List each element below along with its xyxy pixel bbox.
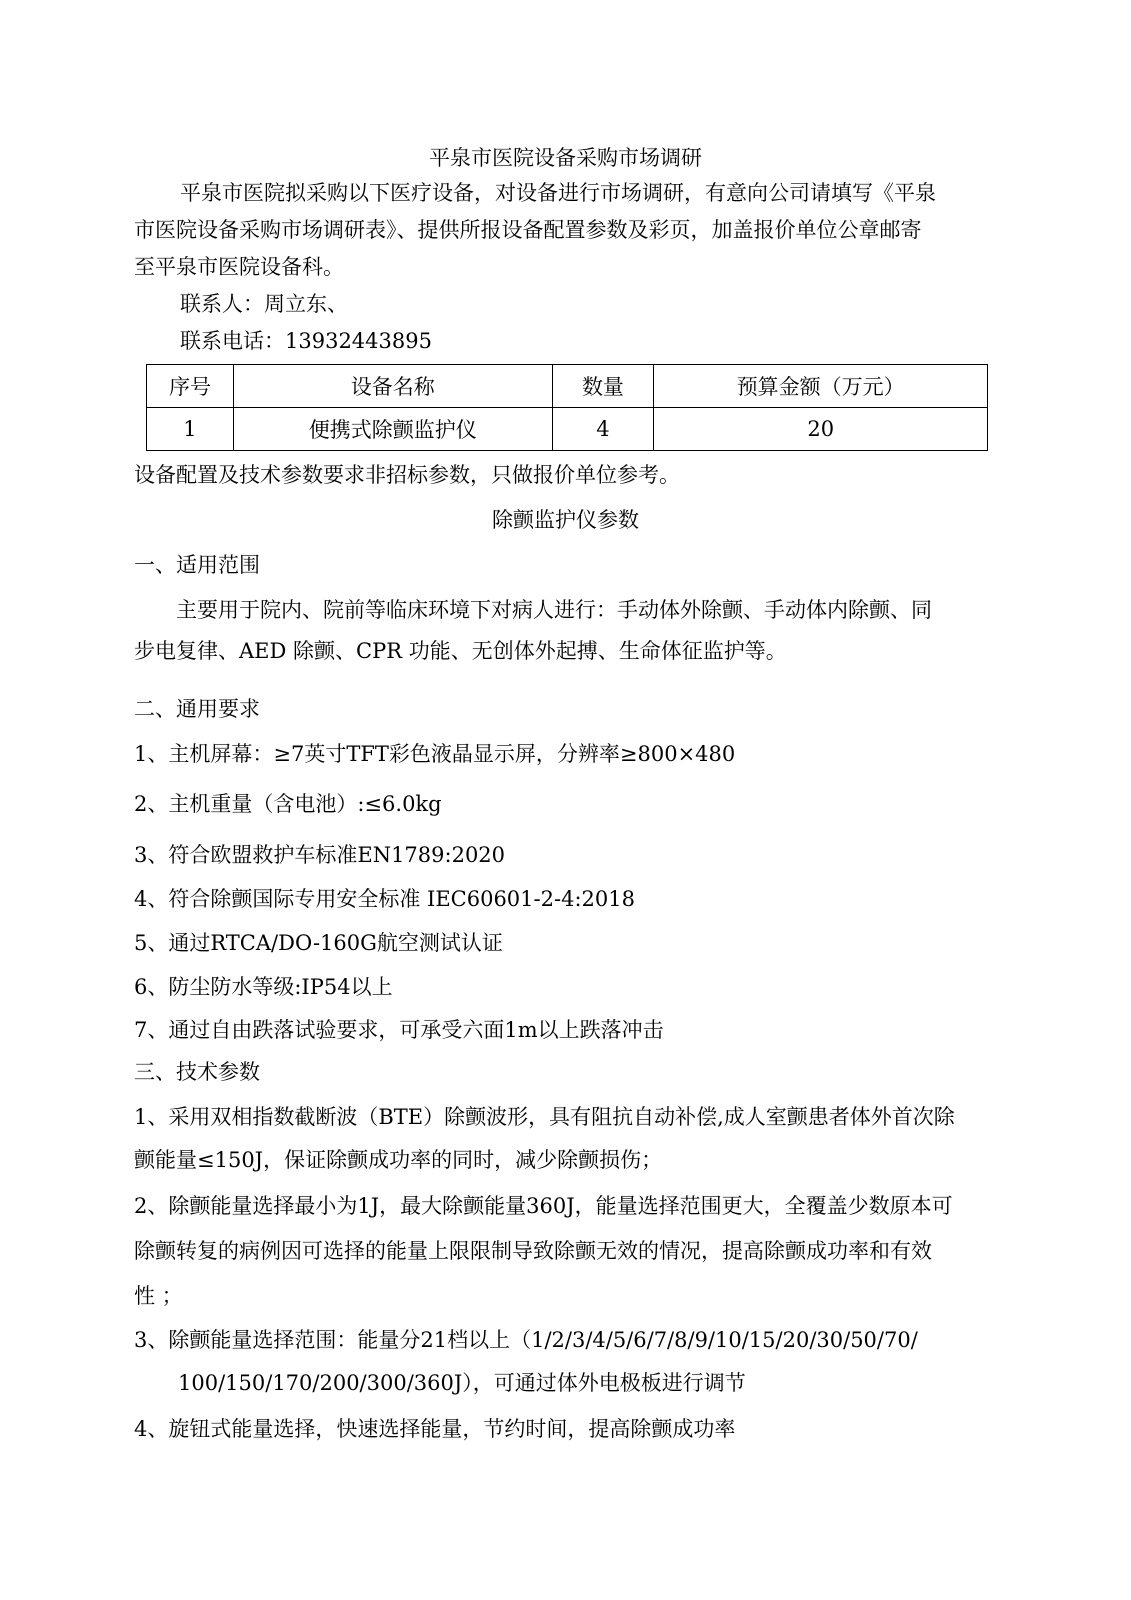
contact-person: 联系人：周立东、 xyxy=(180,292,348,316)
tech-param-line: 3、除颤能量选择范围：能量分21档以上（1/2/3/4/5/6/7/8/9/10/15/20/30/50/70/ xyxy=(134,1328,918,1352)
intro-line-3: 至平泉市医院设备科。 xyxy=(134,255,344,279)
tech-param-line: 2、除颤能量选择最小为1J，最大除颤能量360J，能量选择范围更大，全覆盖少数原本可 xyxy=(134,1194,953,1218)
tech-param-line: 除颤转复的病例因可选择的能量上限限制导致除颤无效的情况，提高除颤成功率和有效 xyxy=(134,1239,932,1263)
requirement-item: 1、主机屏幕：≥7英寸TFT彩色液晶显示屏，分辨率≥800×480 xyxy=(134,742,736,766)
table-cell: 1 xyxy=(147,408,234,451)
requirement-item: 2、主机重量（含电池）:≤6.0kg xyxy=(134,792,442,816)
requirement-item: 7、通过自由跌落试验要求，可承受六面1m以上跌落冲击 xyxy=(134,1018,664,1042)
requirement-item: 4、符合除颤国际专用安全标准 IEC60601-2-4:2018 xyxy=(134,887,635,911)
tech-param-line: 性 ； xyxy=(134,1284,183,1308)
equipment-table xyxy=(146,364,988,451)
table-header-row xyxy=(147,365,988,408)
section3-heading: 三、技术参数 xyxy=(134,1060,260,1084)
reference-note: 设备配置及技术参数要求非招标参数，只做报价单位参考。 xyxy=(134,463,680,487)
table-row xyxy=(147,408,988,451)
tech-param-line: 1、采用双相指数截断波（BTE）除颤波形，具有阻抗自动补偿,成人室颤患者体外首次除 xyxy=(134,1105,955,1129)
table-cell: 便携式除颤监护仪 xyxy=(233,408,552,451)
contact-phone: 联系电话：13932443895 xyxy=(180,329,432,353)
section1-heading: 一、适用范围 xyxy=(134,553,260,577)
header-cell: 预算金额（万元） xyxy=(654,365,988,408)
section1-line-1: 主要用于院内、院前等临床环境下对病人进行：手动体外除颤、手动体内除颤、同 xyxy=(176,598,932,622)
tech-param-line: 4、旋钮式能量选择，快速选择能量，节约时间，提高除颤成功率 xyxy=(134,1417,736,1441)
intro-line-1: 平泉市医院拟采购以下医疗设备，对设备进行市场调研，有意向公司请填写《平泉 xyxy=(180,181,936,205)
tech-param-line: 颤能量≤150J，保证除颤成功率的同时，减少除颤损伤； xyxy=(134,1148,663,1172)
tech-param-line: 100/150/170/200/300/360J），可通过体外电极板进行调节 xyxy=(178,1371,746,1395)
requirement-item: 3、符合欧盟救护车标准EN1789:2020 xyxy=(134,843,506,867)
section1-line-2: 步电复律、AED 除颤、CPR 功能、无创体外起搏、生命体征监护等。 xyxy=(134,639,787,663)
section2-heading: 二、通用要求 xyxy=(134,697,260,721)
requirement-item: 6、防尘防水等级:IP54以上 xyxy=(134,975,393,999)
page-title: 平泉市医院设备采购市场调研 xyxy=(429,146,702,170)
header-cell: 序号 xyxy=(147,365,234,408)
section-subtitle: 除颤监护仪参数 xyxy=(492,508,639,532)
table-cell: 4 xyxy=(552,408,654,451)
requirement-item: 5、通过RTCA/DO-160G航空测试认证 xyxy=(134,931,503,955)
table-cell: 20 xyxy=(654,408,988,451)
intro-line-2: 市医院设备采购市场调研表》、提供所报设备配置参数及彩页，加盖报价单位公章邮寄 xyxy=(134,218,922,242)
header-cell: 设备名称 xyxy=(233,365,552,408)
header-cell: 数量 xyxy=(552,365,654,408)
